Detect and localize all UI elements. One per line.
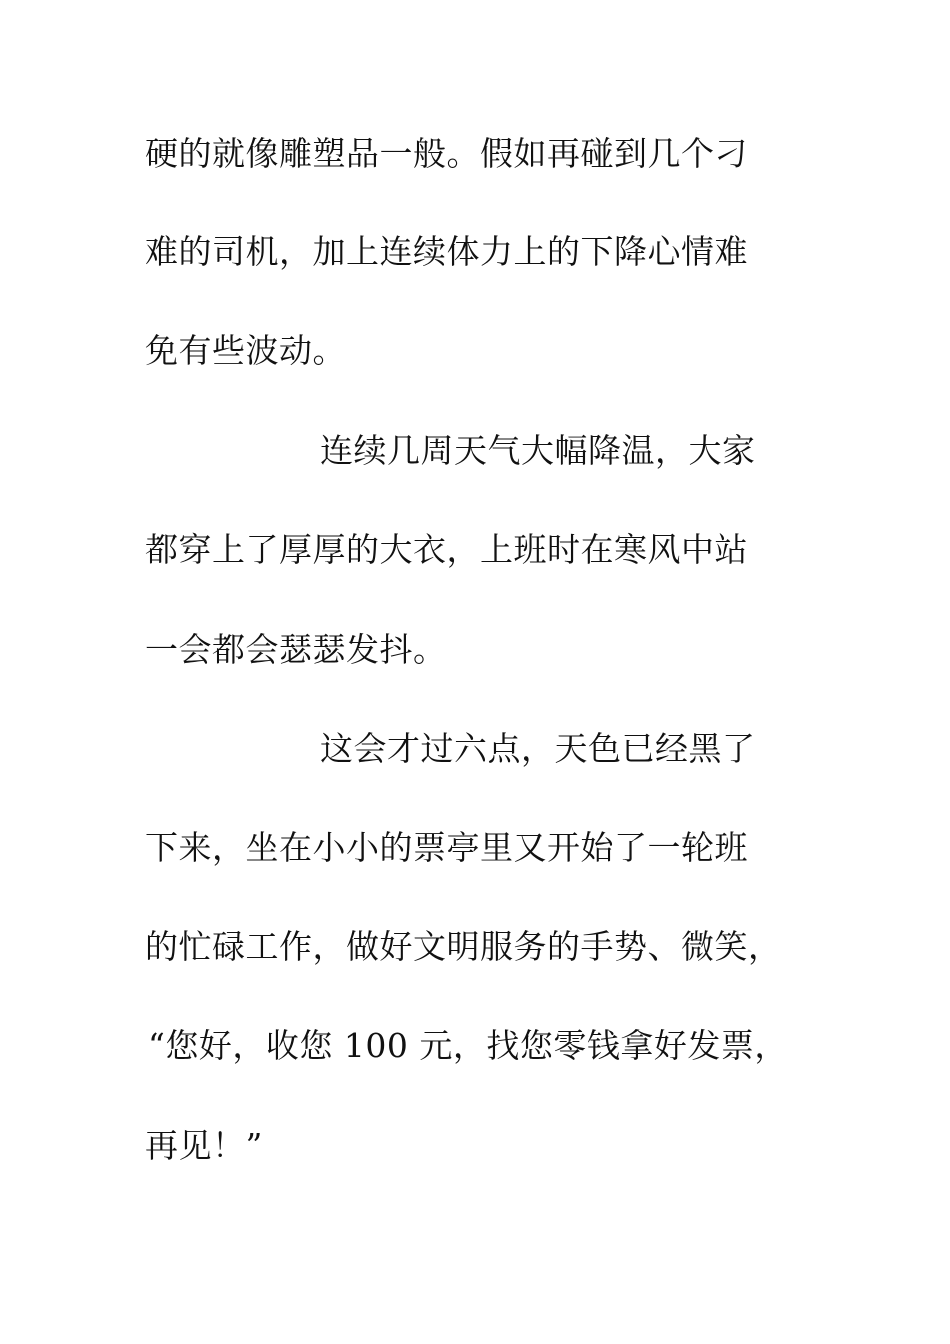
- text-line: 都穿上了厚厚的大衣，上班时在寒风中站: [145, 530, 748, 569]
- text-line: 下来，坐在小小的票亭里又开始了一轮班: [145, 828, 748, 867]
- text-line: 的忙碌工作，做好文明服务的手势、微笑，: [145, 927, 782, 966]
- text-line: 这会才过六点，天色已经黑了: [320, 729, 756, 768]
- text-line: 一会都会瑟瑟发抖。: [145, 630, 447, 669]
- text-line: 免有些波动。: [145, 331, 346, 370]
- text-line: 硬的就像雕塑品一般。假如再碰到几个刁: [145, 134, 748, 173]
- text-line: 难的司机，加上连续体力上的下降心情难: [145, 232, 748, 271]
- text-line: 连续几周天气大幅降温，大家: [320, 431, 756, 470]
- text-line: “您好，收您 100 元，找您零钱拿好发票，: [148, 1026, 788, 1065]
- text-line: 再见！”: [145, 1126, 263, 1165]
